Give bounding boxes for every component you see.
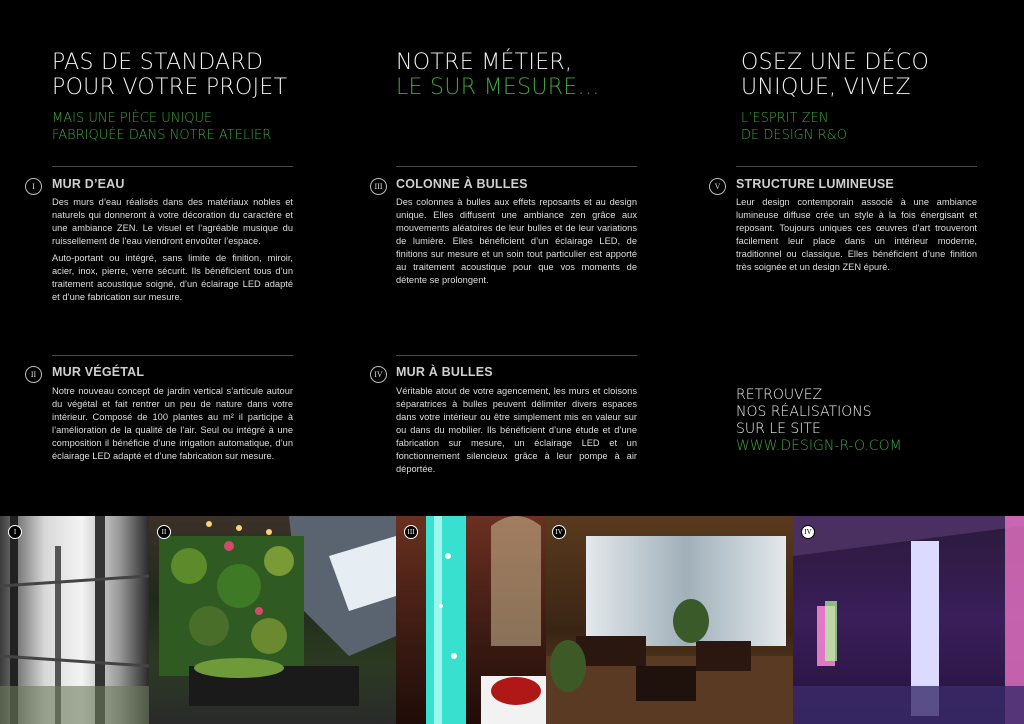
photo-badge: IV (552, 525, 566, 539)
section-numeral: I (25, 178, 42, 195)
section-title-mur-vegetal: MUR VÉGÉTAL (52, 365, 145, 379)
luminous-structure-illustration (793, 516, 1024, 724)
column-3-heading: OSEZ UNE DÉCO UNIQUE, VIVEZ (741, 50, 930, 100)
section-title-mur-deau: MUR D’EAU (52, 177, 125, 191)
photo-badge: II (157, 525, 171, 539)
divider (396, 166, 637, 167)
bubble-column-illustration (396, 516, 546, 724)
column-1-subheading: MAIS UNE PIÈCE UNIQUE FABRIQUÉE DANS NOTRE ATELIER (52, 111, 272, 143)
section-numeral: III (370, 178, 387, 195)
section-body-colonne-a-bulles: Des colonnes à bulles aux effets reposants et au design unique. Elles diffusent une ambiance zen grâce aux mouvements aléatoires de leur bulles et de leur variations de lumière. Elles bénéficient d’un éclairage LED, de finitions sur mesure et un soin tout particulier est apporté au traitement acoustique pour que vos moments de détente se prolongent. (396, 197, 637, 285)
photo-mur-deau (0, 516, 149, 724)
section-numeral: V (709, 178, 726, 195)
column-3-subheading: L’ESPRIT ZEN DE DESIGN R&O (741, 111, 847, 143)
column-2-heading: NOTRE MÉTIER, LE SUR MESURE… (396, 50, 600, 100)
water-wall-illustration (0, 516, 149, 724)
photo-colonne-a-bulles (396, 516, 546, 724)
section-numeral: IV (370, 366, 387, 383)
website-link[interactable]: WWW.DESIGN-R-O.COM (736, 438, 902, 454)
vegetal-wall-illustration (149, 516, 396, 724)
section-numeral: II (25, 366, 42, 383)
divider (736, 166, 977, 167)
bubble-wall-illustration (546, 516, 793, 724)
photo-badge: III (404, 525, 418, 539)
photo-mur-vegetal (149, 516, 396, 724)
divider (52, 355, 293, 356)
section-body-mur-vegetal: Notre nouveau concept de jardin vertical s’articule autour du végétal et fait rentrer un peu de nature dans votre intérieur. Composé de 100 plantes au m² il participe à l’amélioration de la qualité de l’air. Seul ou intégré à une composition il bénéficie d’une irrigation automatique, d’un éclairage LED adapté et d’une fabrication sur mesure. (52, 386, 293, 461)
photo-mur-a-bulles (546, 516, 793, 724)
column-1-heading: PAS DE STANDARD POUR VOTRE PROJET (52, 50, 288, 100)
divider (52, 166, 293, 167)
divider (396, 355, 637, 356)
photo-badge: I (8, 525, 22, 539)
section-body-mur-deau: Des murs d’eau réalisés dans des matériaux nobles et naturels qui donneront à votre décoration du caractère et une ambiance ZEN. Le visuel et l’agréable musique du ruissellement de l’eau viendront envoûter l’espace. Auto-portant ou intégré, sans limite de finition, miroir, acier, inox, pierre, verre sécurit. Ils bénéficient tous d’un traitement acoustique soigné, d’un éclairage LED adapté et d’une fabrication sur mesure. (52, 197, 293, 302)
website-callout: RETROUVEZ NOS RÉALISATIONS SUR LE SITE WWW.DESIGN-R-O.COM (736, 387, 902, 454)
photo-structure-lumineuse (793, 516, 1024, 724)
section-title-colonne-a-bulles: COLONNE À BULLES (396, 177, 528, 191)
section-body-mur-a-bulles: Véritable atout de votre agencement, les murs et cloisons séparatrices à bulles peuvent délimiter divers espaces dans votre intérieur ou être simplement mis en valeur sur ou dans du mobilier. Ils bénéficient d’une étude et d’une fabrication sur mesure, un éclairage LED et un fonctionnement silencieux grâce à leur pompe à air déportée. (396, 386, 637, 474)
section-title-mur-a-bulles: MUR À BULLES (396, 365, 493, 379)
section-title-structure-lumineuse: STRUCTURE LUMINEUSE (736, 177, 894, 191)
photo-badge: IV (801, 525, 815, 539)
section-body-structure-lumineuse: Leur design contemporain associé à une ambiance lumineuse diffuse crée un style à la fois énergisant et reposant. Toujours uniques ces œuvres d’art trouveront facilement leur place dans un intérieur moderne, traditionnel ou classique. Elles bénéficient d’une finition très soignée et un design ZEN épuré. (736, 197, 977, 272)
